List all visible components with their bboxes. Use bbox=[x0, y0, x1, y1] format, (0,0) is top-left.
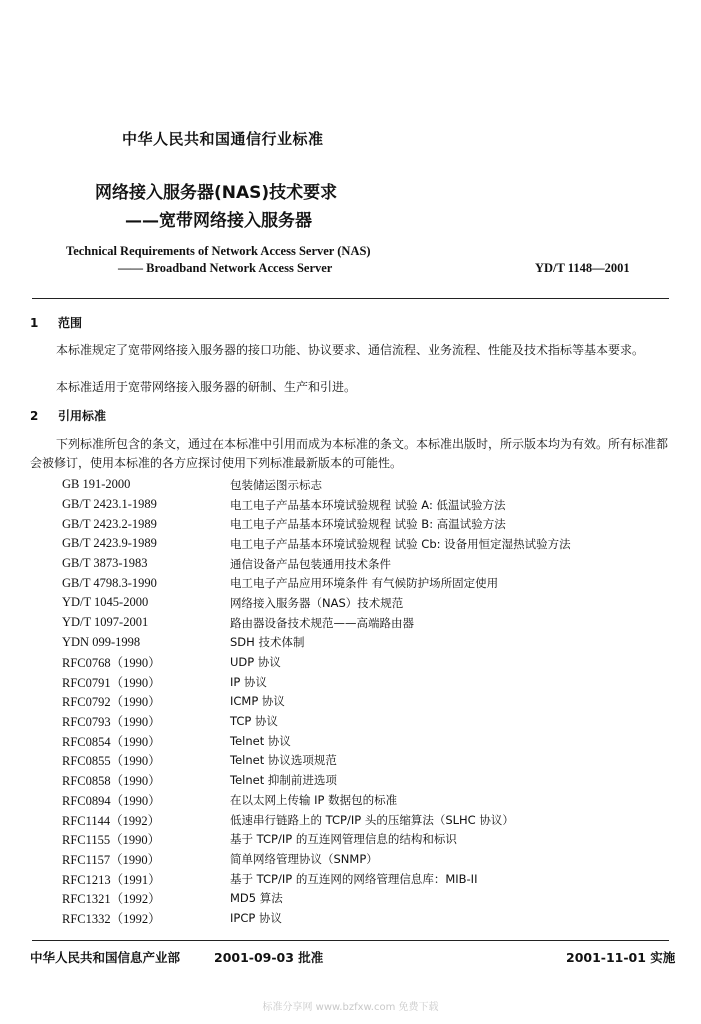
reference-code: RFC0855（1990） bbox=[62, 754, 161, 769]
footer-effective-date: 2001-11-01 实施 bbox=[566, 950, 676, 965]
reference-item bbox=[62, 633, 571, 653]
reference-title: 电工电子产品基本环境试验规程 试验 B: 高温试验方法 bbox=[230, 517, 506, 532]
reference-title: 路由器设备技术规范——高端路由器 bbox=[230, 615, 414, 630]
reference-code: RFC1157（1990） bbox=[62, 852, 161, 867]
reference-item bbox=[62, 731, 571, 751]
reference-item bbox=[62, 711, 571, 731]
reference-code: RFC1213（1991） bbox=[62, 872, 161, 887]
reference-item bbox=[62, 554, 571, 574]
reference-title: ICMP 协议 bbox=[230, 694, 285, 709]
reference-item bbox=[62, 692, 571, 712]
reference-title: 电工电子产品基本环境试验规程 试验 A: 低温试验方法 bbox=[230, 497, 506, 512]
reference-title: 基于 TCP/IP 的互连网管理信息的结构和标识 bbox=[230, 832, 457, 847]
section-2-heading bbox=[30, 407, 106, 424]
reference-code: GB/T 4798.3-1990 bbox=[62, 575, 157, 590]
reference-item bbox=[62, 475, 571, 495]
section-2-intro: 下列标准所包含的条文，通过在本标准中引用而成为本标准的条文。本标准出版时，所示版本均为有效。所有标准都会被修订，使用本标准的各方应探讨使用下列标准最新版本的可能性。 bbox=[30, 437, 669, 470]
section-1-heading bbox=[30, 314, 82, 331]
reference-code: RFC0791（1990） bbox=[62, 675, 161, 690]
reference-code: GB/T 2423.9-1989 bbox=[62, 536, 157, 551]
reference-code: RFC0894（1990） bbox=[62, 793, 161, 808]
reference-title: 通信设备产品包装通用技术条件 bbox=[230, 556, 391, 571]
reference-item bbox=[62, 672, 571, 692]
reference-title: IPCP 协议 bbox=[230, 910, 282, 925]
reference-item bbox=[62, 869, 571, 889]
reference-title: IP 协议 bbox=[230, 674, 267, 689]
reference-title: 基于 TCP/IP 的互连网的网络管理信息库：MIB-II bbox=[230, 871, 478, 886]
reference-item bbox=[62, 770, 571, 790]
reference-code: GB/T 3873-1983 bbox=[62, 556, 148, 571]
issuing-body-heading: 中华人民共和国通信行业标准 bbox=[122, 130, 324, 148]
reference-code: RFC1321（1992） bbox=[62, 892, 161, 907]
reference-list bbox=[62, 475, 571, 928]
standard-number: YD/T 1148—2001 bbox=[535, 261, 630, 275]
footer-divider bbox=[32, 940, 669, 941]
reference-code: RFC0792（1990） bbox=[62, 695, 161, 710]
document-title-cn: 网络接入服务器(NAS)技术要求 bbox=[95, 183, 338, 203]
reference-title: 低速串行链路上的 TCP/IP 头的压缩算法（SLHC 协议） bbox=[230, 812, 514, 827]
header-divider bbox=[32, 298, 669, 299]
footer-issuer: 中华人民共和国信息产业部 bbox=[30, 950, 181, 965]
reference-item bbox=[62, 829, 571, 849]
reference-title: Telnet 协议选项规范 bbox=[230, 753, 337, 768]
section-1-paragraph-2: 本标准适用于宽带网络接入服务器的研制、生产和引进。 bbox=[56, 380, 357, 394]
reference-title: 电工电子产品应用环境条件 有气候防护场所固定使用 bbox=[230, 576, 499, 591]
reference-item bbox=[62, 514, 571, 534]
reference-item bbox=[62, 888, 571, 908]
reference-code: YDN 099-1998 bbox=[62, 634, 141, 649]
reference-title: UDP 协议 bbox=[230, 655, 281, 670]
section-1-title: 范围 bbox=[58, 316, 83, 330]
reference-item bbox=[62, 593, 571, 613]
document-title-en: Technical Requirements of Network Access Server (NAS) bbox=[66, 244, 371, 258]
reference-code: GB/T 2423.1-1989 bbox=[62, 497, 157, 512]
reference-title: Telnet 协议 bbox=[230, 733, 291, 748]
reference-item bbox=[62, 495, 571, 515]
reference-item bbox=[62, 751, 571, 771]
watermark: 标准分享网 www.bzfxw.com 免费下载 bbox=[262, 1002, 439, 1013]
reference-code: RFC0858（1990） bbox=[62, 774, 161, 789]
section-1-number: 1 bbox=[30, 316, 39, 330]
reference-item bbox=[62, 908, 571, 928]
reference-code: RFC0768（1990） bbox=[62, 656, 161, 671]
reference-item bbox=[62, 790, 571, 810]
footer-approval-date: 2001-09-03 批准 bbox=[214, 950, 324, 965]
reference-title: MD5 算法 bbox=[230, 891, 283, 906]
document-subtitle-cn: ——宽带网络接入服务器 bbox=[125, 211, 312, 231]
reference-code: YD/T 1045-2000 bbox=[62, 595, 149, 610]
reference-item bbox=[62, 573, 571, 593]
reference-code: GB 191-2000 bbox=[62, 477, 131, 492]
reference-title: Telnet 抑制前进选项 bbox=[230, 773, 337, 788]
reference-title: SDH 技术体制 bbox=[230, 635, 305, 650]
reference-code: RFC1144（1992） bbox=[62, 813, 161, 828]
reference-code: YD/T 1097-2001 bbox=[62, 615, 149, 630]
reference-item bbox=[62, 849, 571, 869]
reference-title: 在以太网上传输 IP 数据包的标准 bbox=[230, 792, 398, 807]
section-1-paragraph-1: 本标准规定了宽带网络接入服务器的接口功能、协议要求、通信流程、业务流程、性能及技术指标等基本要求。 bbox=[56, 343, 645, 357]
reference-code: RFC1332（1992） bbox=[62, 911, 161, 926]
reference-item bbox=[62, 810, 571, 830]
reference-title: 电工电子产品基本环境试验规程 试验 Cb: 设备用恒定湿热试验方法 bbox=[230, 536, 571, 551]
reference-title: 包装储运图示标志 bbox=[230, 477, 322, 492]
reference-code: RFC1155（1990） bbox=[62, 833, 161, 848]
reference-item bbox=[62, 652, 571, 672]
reference-code: RFC0854（1990） bbox=[62, 734, 161, 749]
reference-code: GB/T 2423.2-1989 bbox=[62, 516, 157, 531]
reference-item bbox=[62, 534, 571, 554]
reference-title: 网络接入服务器（NAS）技术规范 bbox=[230, 595, 404, 610]
reference-title: 简单网络管理协议（SNMP） bbox=[230, 851, 378, 866]
reference-item bbox=[62, 613, 571, 633]
section-2-title: 引用标准 bbox=[58, 409, 107, 423]
reference-code: RFC0793（1990） bbox=[62, 715, 161, 730]
section-2-number: 2 bbox=[30, 409, 39, 423]
document-subtitle-en: —— Broadband Network Access Server bbox=[118, 261, 333, 275]
reference-title: TCP 协议 bbox=[230, 714, 278, 729]
